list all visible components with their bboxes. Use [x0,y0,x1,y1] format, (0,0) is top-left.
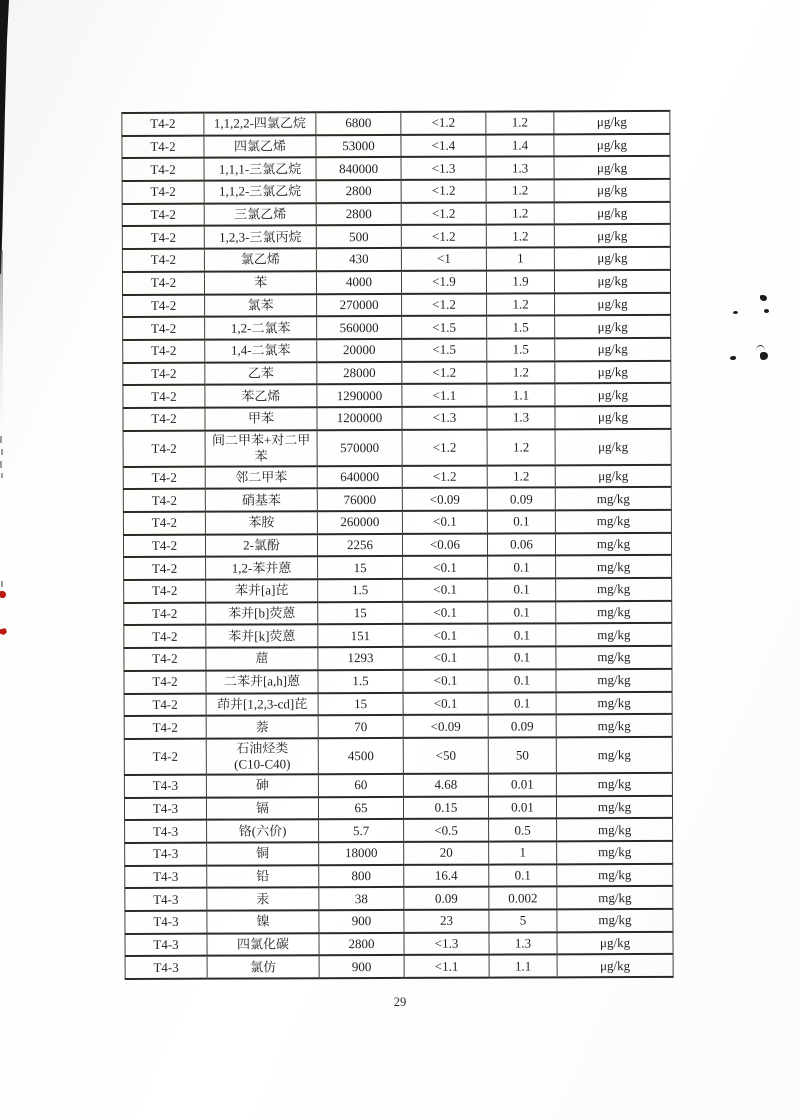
cell-result: <1.5 [402,316,487,339]
table-row [124,623,672,648]
scan-edge-shadow [0,250,3,430]
cell-sample-id: T4-2 [124,716,206,739]
cell-analyte: 苯 [204,271,316,294]
cell-unit: μg/kg [555,292,671,315]
table-row [124,691,672,716]
table-row [125,886,673,911]
cell-sample-id: T4-2 [122,203,204,226]
cell-unit: mg/kg [556,646,672,669]
cell-analyte: 邻二甲苯 [205,466,317,489]
cell-detection-limit: 1.2 [487,429,555,465]
cell-unit: mg/kg [557,864,673,887]
table-row [125,841,673,866]
cell-analyte: 1,2,3-三氯丙烷 [204,226,316,249]
cell-detection-limit: 1.2 [487,465,555,488]
margin-mark [1,581,3,587]
cell-analyte: 四氯乙烯 [204,135,316,158]
table-row [123,338,671,363]
cell-analyte: 四氯化碳 [207,933,319,956]
cell-screening-value: 2256 [317,534,402,557]
cell-detection-limit: 0.1 [487,510,555,533]
cell-sample-id: T4-2 [122,226,204,249]
results-table [121,110,673,980]
cell-unit: μg/kg [555,429,671,465]
cell-analyte: 镍 [207,910,319,933]
cell-analyte: 甲苯 [205,407,317,430]
table-row [125,864,673,889]
cell-detection-limit: 1.3 [489,932,557,955]
cell-analyte: 苯乙烯 [205,385,317,408]
cell-screening-value: 60 [318,774,403,797]
cell-screening-value: 270000 [317,293,402,316]
table-row [124,555,672,580]
cell-detection-limit: 1 [489,841,557,864]
cell-unit: μg/kg [554,202,670,225]
table-row [124,714,672,739]
cell-analyte: 䓛 [206,647,318,670]
cell-detection-limit: 1.2 [486,111,554,134]
cell-analyte: 2-氯酚 [205,534,317,557]
cell-analyte: 茚并[1,2,3-cd]芘 [206,693,318,716]
cell-result: <1.2 [402,429,487,465]
cell-sample-id: T4-2 [123,362,205,385]
cell-analyte: 三氯乙烯 [204,203,316,226]
cell-detection-limit: 0.1 [488,669,556,692]
table-row [122,270,670,295]
cell-analyte: 1,4-二氯苯 [205,339,317,362]
cell-result: <1.2 [402,465,487,488]
cell-result: <1.2 [401,225,486,248]
cell-screening-value: 570000 [317,430,402,466]
table-row [122,134,670,159]
cell-detection-limit: 0.5 [489,819,557,842]
cell-detection-limit: 1.5 [487,338,555,361]
table-row [122,179,670,204]
cell-screening-value: 6800 [316,112,401,135]
table-row [125,909,673,934]
cell-unit: mg/kg [556,714,672,737]
cell-sample-id: T4-2 [124,625,206,648]
cell-result: <1.2 [402,293,487,316]
cell-result: <50 [403,737,488,773]
cell-screening-value: 840000 [316,157,401,180]
cell-sample-id: T4-3 [125,843,207,866]
cell-unit: μg/kg [555,360,671,383]
cell-sample-id: T4-2 [123,534,205,557]
cell-screening-value: 151 [318,624,403,647]
scan-edge-artifact [0,0,11,274]
cell-unit: mg/kg [556,795,672,818]
cell-result: <0.09 [403,715,488,738]
table-row [123,487,671,512]
cell-result: <0.06 [402,533,487,556]
cell-unit: μg/kg [555,465,671,488]
table-row [123,533,671,558]
cell-sample-id: T4-2 [122,113,204,136]
table-row [122,224,670,249]
cell-result: <0.1 [402,511,487,534]
table-row [123,406,671,431]
cell-unit: μg/kg [554,224,670,247]
cell-screening-value: 1.5 [318,670,403,693]
cell-screening-value: 70 [318,715,403,738]
cell-sample-id: T4-2 [123,430,205,466]
cell-unit: μg/kg [557,954,673,977]
cell-result: <1.1 [404,955,489,978]
table-row [122,156,670,181]
table-row [123,292,671,317]
table-row [124,795,672,820]
cell-detection-limit: 1.3 [486,157,554,180]
cell-unit: μg/kg [554,179,670,202]
cell-result: <1.3 [402,407,487,430]
cell-result: <1.2 [402,361,487,384]
cell-detection-limit: 0.1 [488,556,556,579]
cell-detection-limit: 0.1 [488,601,556,624]
cell-unit: mg/kg [557,818,673,841]
cell-unit: μg/kg [555,338,671,361]
cell-sample-id: T4-2 [124,602,206,625]
cell-sample-id: T4-2 [124,580,206,603]
cell-analyte: 铬(六价) [207,820,319,843]
cell-screening-value: 900 [319,955,404,978]
cell-analyte: 苯胺 [205,511,317,534]
cell-result: <1.2 [401,180,486,203]
cell-result: <1.1 [402,384,487,407]
cell-screening-value: 4500 [318,738,403,774]
cell-detection-limit: 50 [488,737,556,773]
cell-unit: μg/kg [554,270,670,293]
cell-screening-value: 53000 [316,135,401,158]
cell-analyte: 铅 [207,865,319,888]
cell-sample-id: T4-3 [125,865,207,888]
cell-detection-limit: 1.3 [487,406,555,429]
margin-mark [1,449,3,455]
cell-sample-id: T4-2 [122,249,204,272]
cell-detection-limit: 0.09 [488,715,556,738]
cell-detection-limit: 5 [489,909,557,932]
cell-screening-value: 260000 [317,511,402,534]
cell-screening-value: 1.5 [318,579,403,602]
cell-detection-limit: 1.2 [486,225,554,248]
cell-unit: μg/kg [555,315,671,338]
cell-result: 0.15 [403,796,488,819]
ink-speck [730,356,736,360]
cell-screening-value: 430 [316,248,401,271]
cell-screening-value: 900 [319,910,404,933]
cell-result: <1 [401,248,486,271]
cell-sample-id: T4-2 [123,385,205,408]
cell-sample-id: T4-2 [123,294,205,317]
cell-sample-id: T4-2 [123,512,205,535]
cell-screening-value: 1290000 [317,384,402,407]
cell-detection-limit: 0.1 [488,692,556,715]
cell-result: 23 [404,910,489,933]
results-table-body [122,111,673,979]
cell-analyte: 二苯并[a,h]蒽 [206,670,318,693]
table-row [123,315,671,340]
cell-analyte: 苯并[a]芘 [206,579,318,602]
cell-screening-value: 28000 [317,361,402,384]
cell-analyte: 氯乙烯 [204,248,316,271]
cell-detection-limit: 1.2 [487,293,555,316]
cell-sample-id: T4-3 [125,888,207,911]
margin-mark [0,461,2,468]
cell-analyte: 苯并[b]荧蒽 [206,602,318,625]
table-row [125,932,673,957]
table-row [125,818,673,843]
cell-unit: mg/kg [556,601,672,624]
cell-analyte: 萘 [206,715,318,738]
cell-screening-value: 800 [319,865,404,888]
cell-screening-value: 560000 [317,316,402,339]
cell-unit: μg/kg [554,111,670,134]
table-row [124,646,672,671]
cell-sample-id: T4-2 [124,557,206,580]
cell-unit: μg/kg [555,406,671,429]
cell-screening-value: 5.7 [319,819,404,842]
ink-speck [764,309,769,313]
cell-result: 16.4 [404,864,489,887]
ink-speck [756,345,765,351]
cell-sample-id: T4-2 [123,340,205,363]
cell-analyte: 1,1,2-三氯乙烷 [204,180,316,203]
cell-unit: mg/kg [556,578,672,601]
cell-screening-value: 4000 [316,271,401,294]
table-row [124,737,672,775]
cell-sample-id: T4-3 [124,797,206,820]
cell-sample-id: T4-2 [122,135,204,158]
table-row [124,601,672,626]
cell-result: <1.9 [401,270,486,293]
cell-analyte: 1,2-二氯苯 [205,316,317,339]
cell-analyte: 1,1,2,2-四氯乙烷 [204,112,316,135]
cell-detection-limit: 0.1 [488,578,556,601]
cell-result: <1.3 [404,932,489,955]
cell-screening-value: 20000 [317,339,402,362]
table-row [123,360,671,385]
cell-sample-id: T4-2 [123,317,205,340]
cell-result: <1.2 [401,202,486,225]
cell-detection-limit: 1.1 [487,384,555,407]
cell-screening-value: 15 [318,602,403,625]
cell-result: <0.5 [404,819,489,842]
cell-analyte: 汞 [207,888,319,911]
cell-detection-limit: 1 [486,247,554,270]
cell-analyte: 氯仿 [207,956,319,979]
margin-mark [1,473,3,478]
cell-detection-limit: 0.1 [488,646,556,669]
margin-mark [0,436,2,443]
cell-detection-limit: 1.2 [486,202,554,225]
cell-result: <0.1 [403,624,488,647]
cell-detection-limit: 1.2 [487,361,555,384]
cell-screening-value: 640000 [317,466,402,489]
cell-sample-id: T4-2 [124,693,206,716]
cell-sample-id: T4-2 [123,489,205,512]
cell-result: 0.09 [404,887,489,910]
cell-sample-id: T4-2 [124,648,206,671]
cell-detection-limit: 1.9 [486,270,554,293]
cell-unit: mg/kg [555,487,671,510]
cell-unit: μg/kg [554,156,670,179]
table-row [123,429,671,467]
table-row [122,111,670,136]
cell-result: <1.3 [401,157,486,180]
cell-result: <1.4 [401,134,486,157]
cell-screening-value: 15 [318,556,403,579]
cell-detection-limit: 0.01 [488,773,556,796]
cell-sample-id: T4-3 [125,956,207,979]
cell-analyte: 乙苯 [205,362,317,385]
cell-screening-value: 1293 [318,647,403,670]
cell-screening-value: 38 [319,887,404,910]
cell-screening-value: 2800 [316,180,401,203]
cell-detection-limit: 0.09 [487,488,555,511]
cell-unit: mg/kg [556,555,672,578]
cell-result: <0.1 [403,669,488,692]
cell-result: <1.2 [401,112,486,135]
cell-unit: μg/kg [557,932,673,955]
cell-unit: mg/kg [557,841,673,864]
red-ink-speck [0,628,7,635]
cell-unit: mg/kg [555,510,671,533]
table-row [124,578,672,603]
cell-analyte: 铜 [207,842,319,865]
cell-screening-value: 2800 [319,933,404,956]
cell-sample-id: T4-2 [122,271,204,294]
cell-unit: mg/kg [556,691,672,714]
cell-sample-id: T4-3 [124,775,206,798]
table-row [123,383,671,408]
cell-sample-id: T4-2 [123,466,205,489]
cell-analyte: 苯并[k]荧蒽 [206,625,318,648]
cell-result: 20 [404,842,489,865]
cell-result: 4.68 [403,773,488,796]
cell-detection-limit: 1.4 [486,134,554,157]
red-ink-speck [0,591,6,598]
table-row [124,773,672,798]
cell-screening-value: 15 [318,692,403,715]
table-row [122,247,670,272]
cell-analyte: 硝基苯 [205,489,317,512]
cell-unit: μg/kg [555,383,671,406]
cell-screening-value: 65 [318,796,403,819]
table-row [125,954,673,979]
cell-unit: mg/kg [557,909,673,932]
cell-unit: μg/kg [554,247,670,270]
cell-detection-limit: 1.5 [487,316,555,339]
cell-detection-limit: 0.01 [488,796,556,819]
cell-result: <0.1 [403,556,488,579]
cell-screening-value: 76000 [317,488,402,511]
cell-analyte: 间二甲苯+对二甲 苯 [205,430,317,466]
cell-result: <0.1 [403,579,488,602]
page-number: 29 [393,995,407,1009]
cell-detection-limit: 0.1 [488,624,556,647]
cell-result: <0.1 [403,692,488,715]
cell-result: <0.1 [403,601,488,624]
cell-analyte: 砷 [206,774,318,797]
cell-sample-id: T4-2 [124,670,206,693]
cell-detection-limit: 1.1 [489,955,557,978]
table-row [123,465,671,490]
cell-unit: μg/kg [554,134,670,157]
cell-unit: mg/kg [555,533,671,556]
cell-analyte: 1,1,1-三氯乙烷 [204,158,316,181]
cell-detection-limit: 0.1 [489,864,557,887]
cell-detection-limit: 0.06 [487,533,555,556]
cell-result: <1.5 [402,338,487,361]
cell-analyte: 氯苯 [205,294,317,317]
cell-unit: mg/kg [556,737,672,773]
table-row [123,510,671,535]
cell-analyte: 镉 [206,797,318,820]
cell-unit: mg/kg [556,623,672,646]
ink-speck [760,295,767,301]
cell-sample-id: T4-2 [123,408,205,431]
cell-detection-limit: 1.2 [486,179,554,202]
cell-screening-value: 2800 [316,203,401,226]
cell-analyte: 1,2-苯并蒽 [206,557,318,580]
cell-result: <0.09 [402,488,487,511]
cell-sample-id: T4-2 [124,739,206,775]
ink-speck [760,352,768,360]
cell-unit: mg/kg [557,886,673,909]
cell-detection-limit: 0.002 [489,887,557,910]
cell-screening-value: 1200000 [317,407,402,430]
cell-result: <0.1 [403,647,488,670]
table-row [122,202,670,227]
cell-sample-id: T4-3 [125,933,207,956]
cell-analyte: 石油烃类 (C10-C40) [206,738,318,774]
cell-sample-id: T4-3 [125,820,207,843]
cell-sample-id: T4-3 [125,911,207,934]
cell-sample-id: T4-2 [122,158,204,181]
cell-screening-value: 500 [316,225,401,248]
cell-screening-value: 18000 [319,842,404,865]
cell-unit: mg/kg [556,669,672,692]
cell-sample-id: T4-2 [122,181,204,204]
cell-unit: mg/kg [556,773,672,796]
ink-speck [733,311,738,314]
table-row [124,669,672,694]
